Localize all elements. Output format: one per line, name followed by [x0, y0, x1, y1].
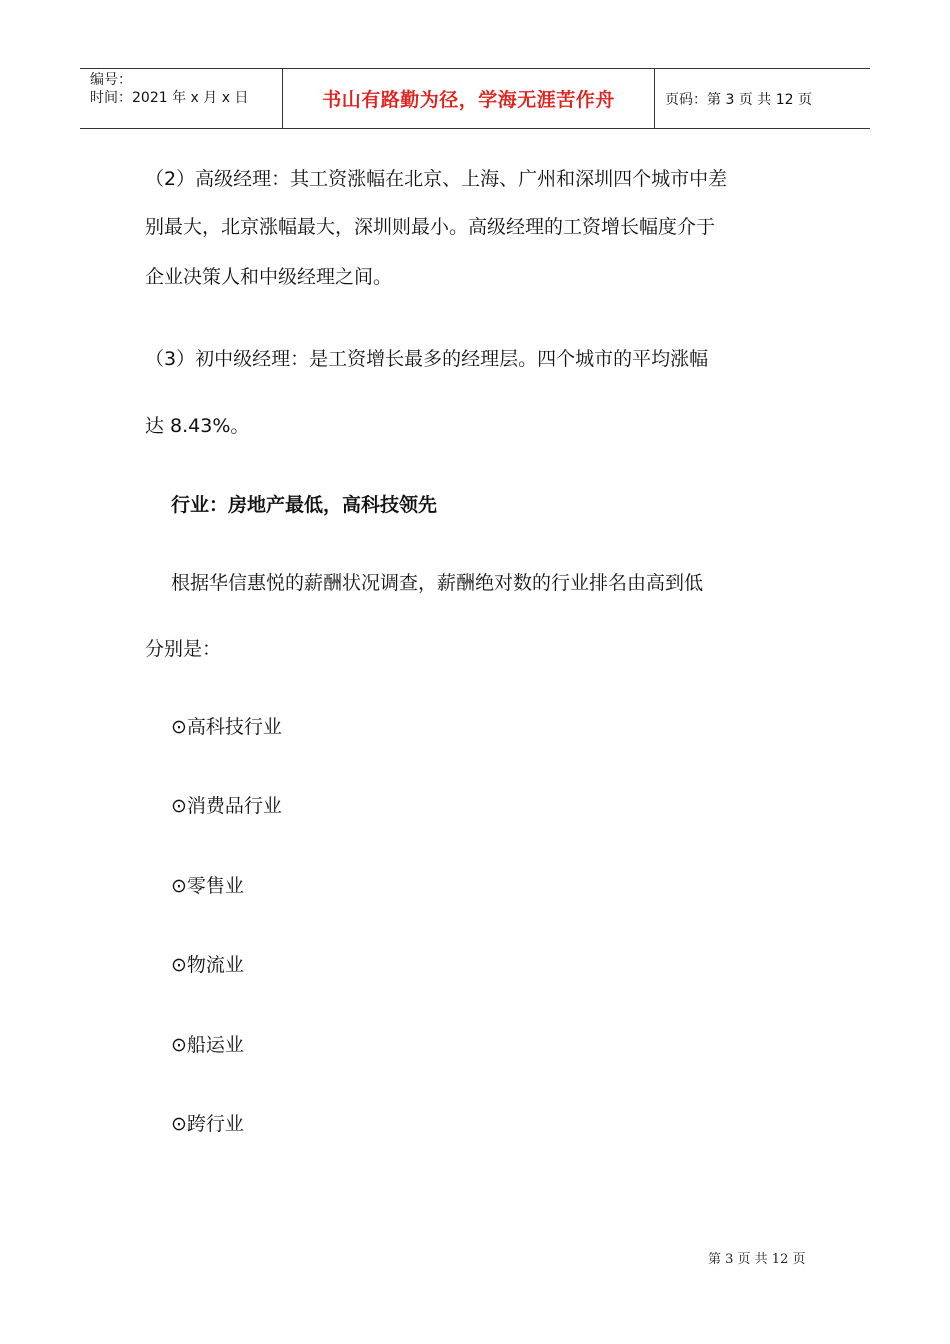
intro-line-1: 根据华信惠悦的薪酬状况调查，薪酬绝对数的行业排名由高到低 [171, 572, 704, 594]
list-item: ⊙零售业 [171, 875, 244, 897]
list-item: ⊙船运业 [171, 1034, 244, 1056]
header-motto: 书山有路勤为径，学海无涯苦作舟 [282, 69, 655, 128]
paragraph-3-line-2: 达 8.43%。 [145, 415, 250, 437]
list-item: ⊙高科技行业 [171, 716, 282, 738]
section-heading: 行业：房地产最低，高科技领先 [171, 494, 438, 516]
paragraph-2-line-2: 别最大，北京涨幅最大，深圳则最小。高级经理的工资增长幅度介于 [145, 216, 716, 238]
number-label: 编号： [90, 72, 132, 88]
intro-line-2: 分别是： [145, 638, 222, 660]
paragraph-3-line-1: （3）初中级经理：是工资增长最多的经理层。四个城市的平均涨幅 [145, 348, 709, 370]
date-label: 时间：2021 年 x 月 x 日 [90, 90, 249, 106]
list-item: ⊙消费品行业 [171, 795, 282, 817]
header-meta [80, 69, 282, 128]
page-footer: 第 3 页 共 12 页 [708, 1252, 806, 1267]
list-item: ⊙跨行业 [171, 1113, 244, 1135]
document-header [80, 68, 870, 129]
header-page-label: 页码：第 3 页 共 12 页 [665, 91, 812, 108]
paragraph-2-line-1: （2）高级经理：其工资涨幅在北京、上海、广州和深圳四个城市中差 [145, 168, 728, 190]
paragraph-2-line-3: 企业决策人和中级经理之间。 [145, 266, 393, 288]
list-item: ⊙物流业 [171, 954, 244, 976]
